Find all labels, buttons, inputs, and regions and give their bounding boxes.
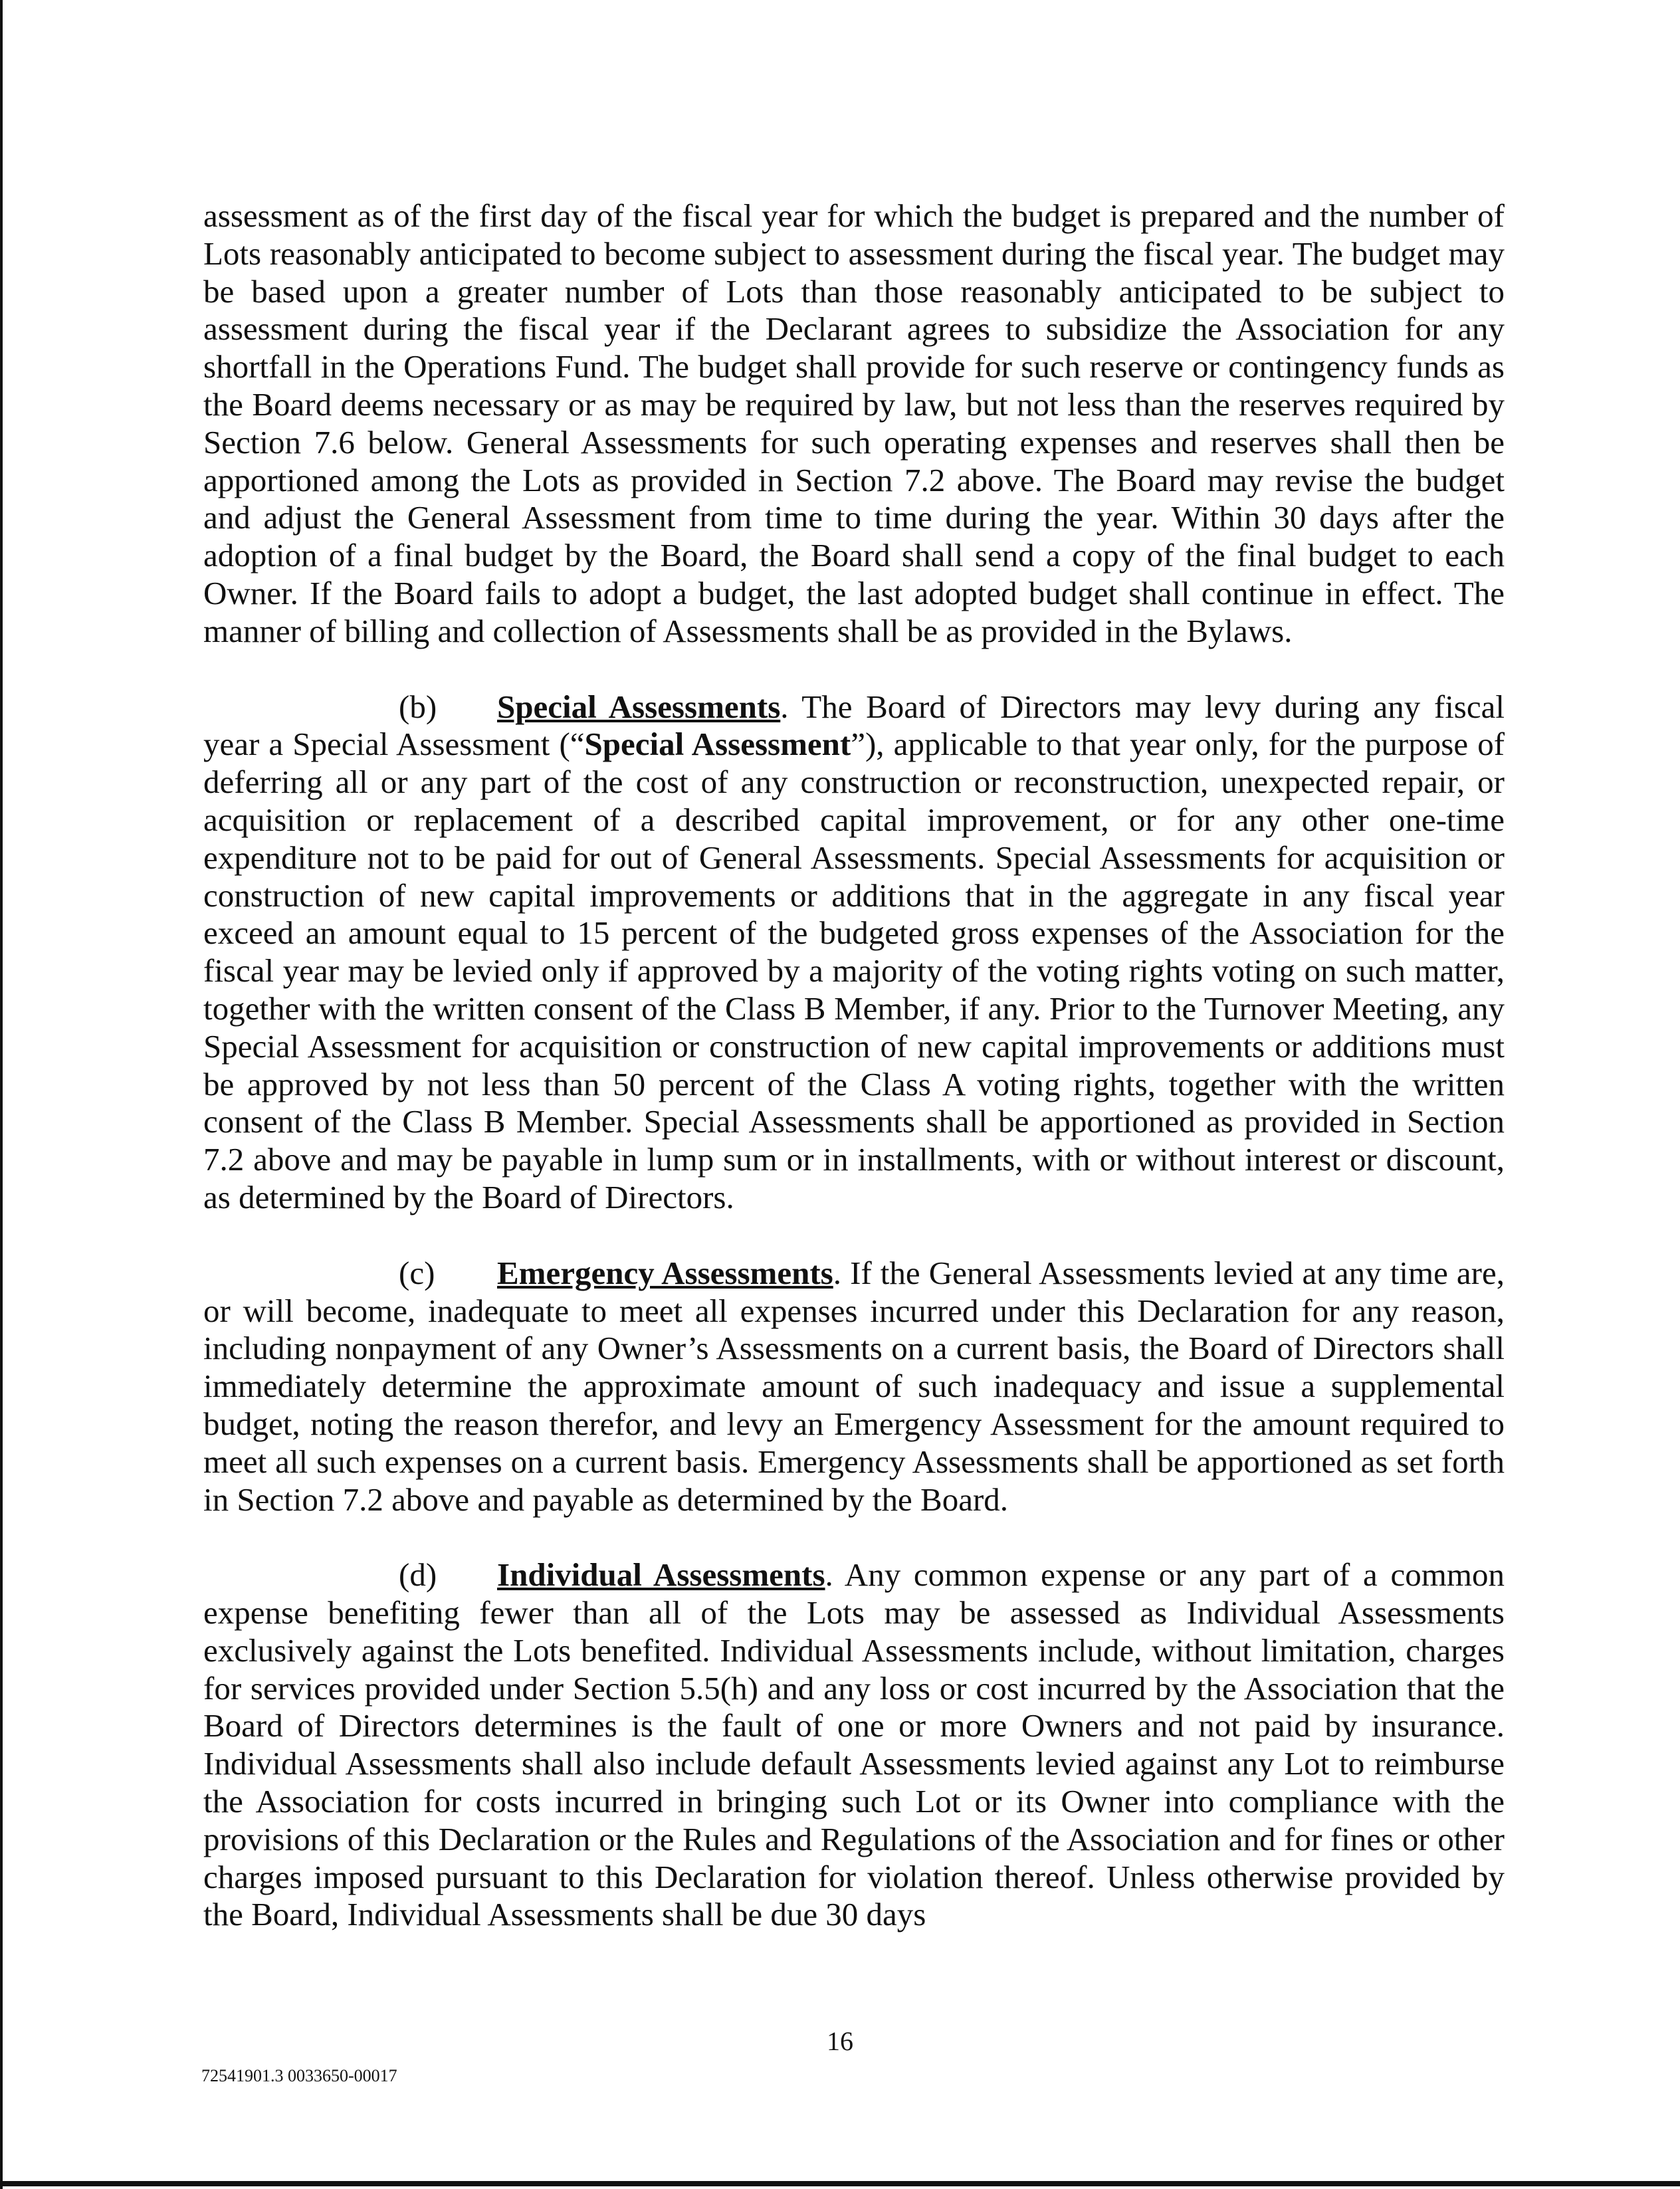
subsection-d-heading: Individual Assessments	[497, 1556, 825, 1594]
subsection-b	[203, 688, 1505, 1217]
left-scan-edge	[0, 0, 3, 2189]
subsection-d-label: (d)	[399, 1556, 437, 1594]
subsection-b-heading: Special Assessments	[497, 688, 781, 725]
continuation-paragraph: assessment as of the first day of the fiscal year for which the budget is prepared and the number of Lots reasonably anticipated to become subject to assessment during the fiscal year. The budget may be based upon a greater number of Lots than those reasonably anticipated to be subject to assessment during the fiscal year if the Declarant agrees to subsidize the Association for any shortfall in the Operations Fund. The budget shall provide for such reserve or contingency funds as the Board deems necessary or as may be required by law, but not less than the reserves required by Section 7.6 below. General Assessments for such operating expenses and reserves shall then be apportioned among the Lots as provided in Section 7.2 above. The Board may revise the budget and adjust the General Assessment from time to time during the year. Within 30 days after the adoption of a final budget by the Board, the Board shall send a copy of the final budget to each Owner. If the Board fails to adopt a budget, the last adopted budget shall continue in effect. The manner of billing and collection of Assessments shall be as provided in the Bylaws.	[203, 197, 1505, 649]
subsection-b-text-before: . The Board of Directors may levy during any fiscal year a Special Assessment (“	[203, 688, 1505, 763]
subsection-b-label: (b)	[399, 688, 437, 725]
subsection-c	[203, 1255, 1505, 1519]
subsection-d-text: . Any common expense or any part of a common expense benefiting fewer than all of the Lots may be assessed as Individual Assessments exclusively against the Lots benefited. Individual Assessments include, without limitation, charges for services provided under Section 5.5(h) and any loss or cost incurred by the Association that the Board of Directors determines is the fault of one or more Owners and not paid by insurance. Individual Assessments shall also include default Assessments levied against any Lot to reimburse the Association for costs incurred in bringing such Lot or its Owner into compliance with the provisions of this Declaration or the Rules and Regulations of the Association and for fines or other charges imposed pursuant to this Declaration for violation thereof. Unless otherwise provided by the Board, Individual Assessments shall be due 30 days	[203, 1556, 1505, 1933]
document-body	[203, 197, 1505, 1934]
subsection-b-text-after: ”), applicable to that year only, for the purpose of deferring all or any part of the cost of any construction or reconstruction, unexpected repair, or acquisition or replacement of a described capital improvement, or for any other one-time expenditure not to be paid for out of General Assessments. Special Assessments for acquisition or construction of new capital improvements or additions that in the aggregate in any fiscal year exceed an amount equal to 15 percent of the budgeted gross expenses of the Association for the fiscal year may be levied only if approved by a majority of the voting rights voting on such matter, together with the written consent of the Class B Member, if any. Prior to the Turnover Meeting, any Special Assessment for acquisition or construction of new capital improvements or additions must be approved by not less than 50 percent of the Class A voting rights, together with the written consent of the Class B Member. Special Assessments shall be apportioned as provided in Section 7.2 above and may be payable in lump sum or in installments, with or without interest or discount, as determined by the Board of Directors.	[203, 726, 1505, 1215]
subsection-c-heading: Emergency Assessments	[497, 1254, 833, 1291]
bottom-scan-edge	[0, 2181, 1680, 2186]
subsection-c-label: (c)	[399, 1254, 435, 1291]
subsection-c-text: . If the General Assessments levied at any time are, or will become, inadequate to meet all expenses incurred under this Declaration for any reason, including nonpayment of any Owner’s Assessments on a current basis, the Board of Directors shall immediately determine the approximate amount of such inadequacy and issue a supplemental budget, noting the reason therefor, and levy an Emergency Assessment for the amount required to meet all such expenses on a current basis. Emergency Assessments shall be apportioned as set forth in Section 7.2 above and payable as determined by the Board.	[203, 1254, 1505, 1518]
subsection-d	[203, 1556, 1505, 1934]
page-number: 16	[827, 2026, 853, 2056]
defined-term-special-assessment: Special Assessment	[584, 726, 851, 763]
document-id: 72541901.3 0033650-00017	[201, 2066, 397, 2085]
